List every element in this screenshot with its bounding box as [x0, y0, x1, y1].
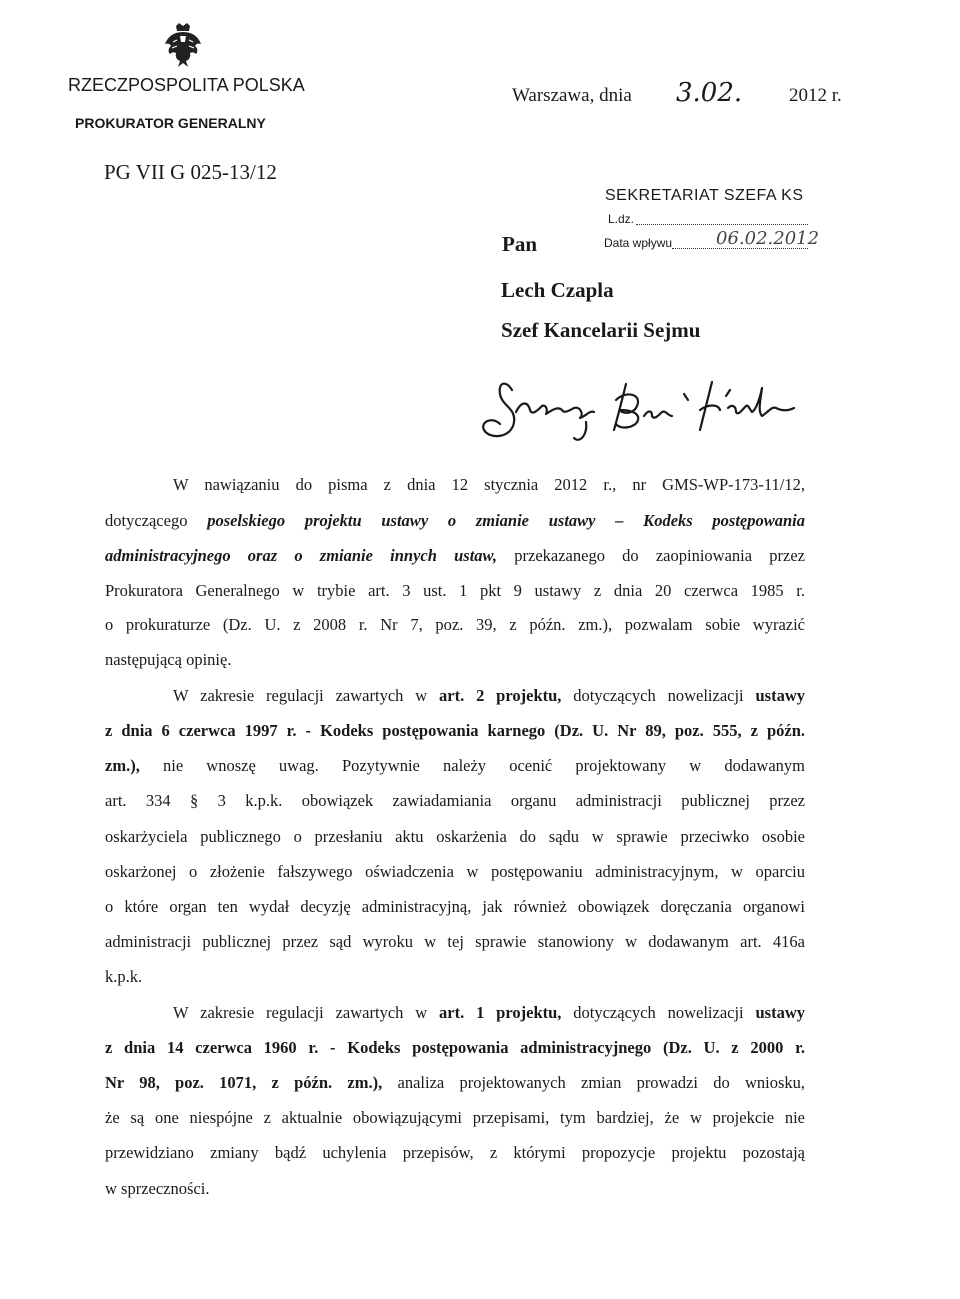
date-year: 2012 r.	[789, 85, 842, 106]
line-text: z dnia 14 czerwca 1960 r. - Kodeks postępowania administracyjnego (Dz. U. z 2000 r.	[105, 1038, 805, 1057]
line-text: administracji publicznej przez sąd wyroku w tej sprawie stanowiony w dodawanym art. 416a	[105, 932, 805, 951]
line-text: W zakresie regulacji zawartych w	[173, 686, 440, 705]
handwritten-date: 3.02.	[676, 78, 743, 108]
line-text: oskarżyciela publicznego o przesłaniu aktu oskarżenia do sądu w sprawie przeciwko osobie	[105, 827, 805, 846]
stamp-ref-line	[636, 224, 808, 225]
line-text: przewidziano zmiany bądź uchylenia przepisów, z którymi propozycje projektu pozostają	[105, 1143, 805, 1162]
line-text: W nawiązaniu do pisma z dnia 12 stycznia 2012 r., nr GMS-WP-173-11/12,	[173, 475, 805, 494]
body-line-7	[173, 681, 805, 711]
place-date-label: Warszawa, dnia	[512, 85, 632, 106]
line-text: oskarżonej o złożenie fałszywego oświadczenia w postępowaniu administracyjnym, w oparciu	[105, 862, 805, 881]
body-line-10	[105, 786, 805, 816]
body-line-16	[173, 998, 805, 1028]
line-text: o prokuraturze (Dz. U. z 2008 r. Nr 7, poz. 39, z późn. zm.), pozwalam sobie wyrazić	[105, 615, 805, 634]
body-line-1	[173, 470, 805, 500]
line-text: w sprzeczności.	[105, 1179, 210, 1198]
bill-title-cont: administracyjnego oraz o zmianie innych ustaw,	[105, 546, 498, 565]
line-text: że są one niespójne z aktualnie obowiązującymi przepisami, tym bardziej, że w projekcie nie	[105, 1108, 805, 1127]
body-line-14	[105, 927, 805, 957]
body-line-19	[105, 1103, 805, 1133]
body-line-6	[105, 645, 805, 675]
line-text: W zakresie regulacji zawartych w	[173, 1003, 440, 1022]
stamp-date-label: Data wpływu	[604, 236, 673, 250]
line-text: dotyczących nowelizacji	[561, 686, 756, 705]
body-line-15	[105, 962, 805, 992]
recipient-title: Szef Kancelarii Sejmu	[501, 318, 701, 342]
act-ref-end: zm.),	[105, 756, 140, 775]
stamp-title: SEKRETARIAT SZEFA KS	[605, 187, 804, 204]
line-text: analiza projektowanych zmian prowadzi do wniosku,	[382, 1073, 805, 1092]
bill-title: poselskiego projektu ustawy o zmianie ustawy – Kodeks postępowania	[207, 511, 806, 530]
case-number: PG VII G 025-13/12	[104, 160, 277, 184]
line-text: Prokuratora Generalnego w trybie art. 3 ust. 1 pkt 9 ustawy z dnia 20 czerwca 1985 r.	[105, 581, 805, 600]
stamp-ref-label: L.dz.	[608, 212, 635, 226]
line-text: art. 334 § 3 k.p.k. obowiązek zawiadamiania organu administracji publicznej przez	[105, 791, 805, 810]
act-ref-end: Nr 98, poz. 1071, z późn. zm.),	[105, 1073, 383, 1092]
office-header: PROKURATOR GENERALNY	[75, 115, 266, 131]
body-line-20	[105, 1138, 805, 1168]
body-line-11	[105, 822, 805, 852]
body-line-8	[105, 716, 805, 746]
recipient-name: Lech Czapla	[501, 278, 614, 302]
body-line-13	[105, 892, 805, 922]
article-ref: art. 1 projektu,	[439, 1003, 562, 1022]
republic-header: RZECZPOSPOLITA POLSKA	[68, 75, 305, 95]
line-text: o które organ ten wydał decyzję administracyjną, jak również obowiązek doręczania organowi	[105, 897, 805, 916]
line-text: k.p.k.	[105, 967, 143, 986]
line-text: dotyczącego	[105, 511, 208, 530]
article-ref: art. 2 projektu,	[439, 686, 562, 705]
body-line-9	[105, 751, 805, 781]
handwritten-salutation-icon	[476, 360, 806, 460]
body-line-2	[105, 506, 805, 536]
line-text: dotyczących nowelizacji	[561, 1003, 756, 1022]
body-line-17	[105, 1033, 805, 1063]
line-text: przekazanego do zaopiniowania przez	[497, 546, 805, 565]
body-line-3	[105, 541, 805, 571]
body-line-12	[105, 857, 805, 887]
act-ref: ustawy	[755, 686, 805, 705]
act-ref: ustawy	[755, 1003, 805, 1022]
body-line-5	[105, 610, 805, 640]
line-text: nie wnoszę uwag. Pozytywnie należy ocenić projektowany w dodawanym	[139, 756, 805, 775]
line-text: z dnia 6 czerwca 1997 r. - Kodeks postępowania karnego (Dz. U. Nr 89, poz. 555, z późn.	[105, 721, 805, 740]
line-text: następującą opinię.	[105, 650, 232, 669]
recipient-salutation: Pan	[502, 232, 538, 256]
body-line-4	[105, 576, 805, 606]
body-line-21	[105, 1174, 805, 1204]
body-line-18	[105, 1068, 805, 1098]
stamp-date-value: 06.02.2012	[716, 228, 820, 249]
eagle-emblem-icon	[162, 22, 204, 68]
